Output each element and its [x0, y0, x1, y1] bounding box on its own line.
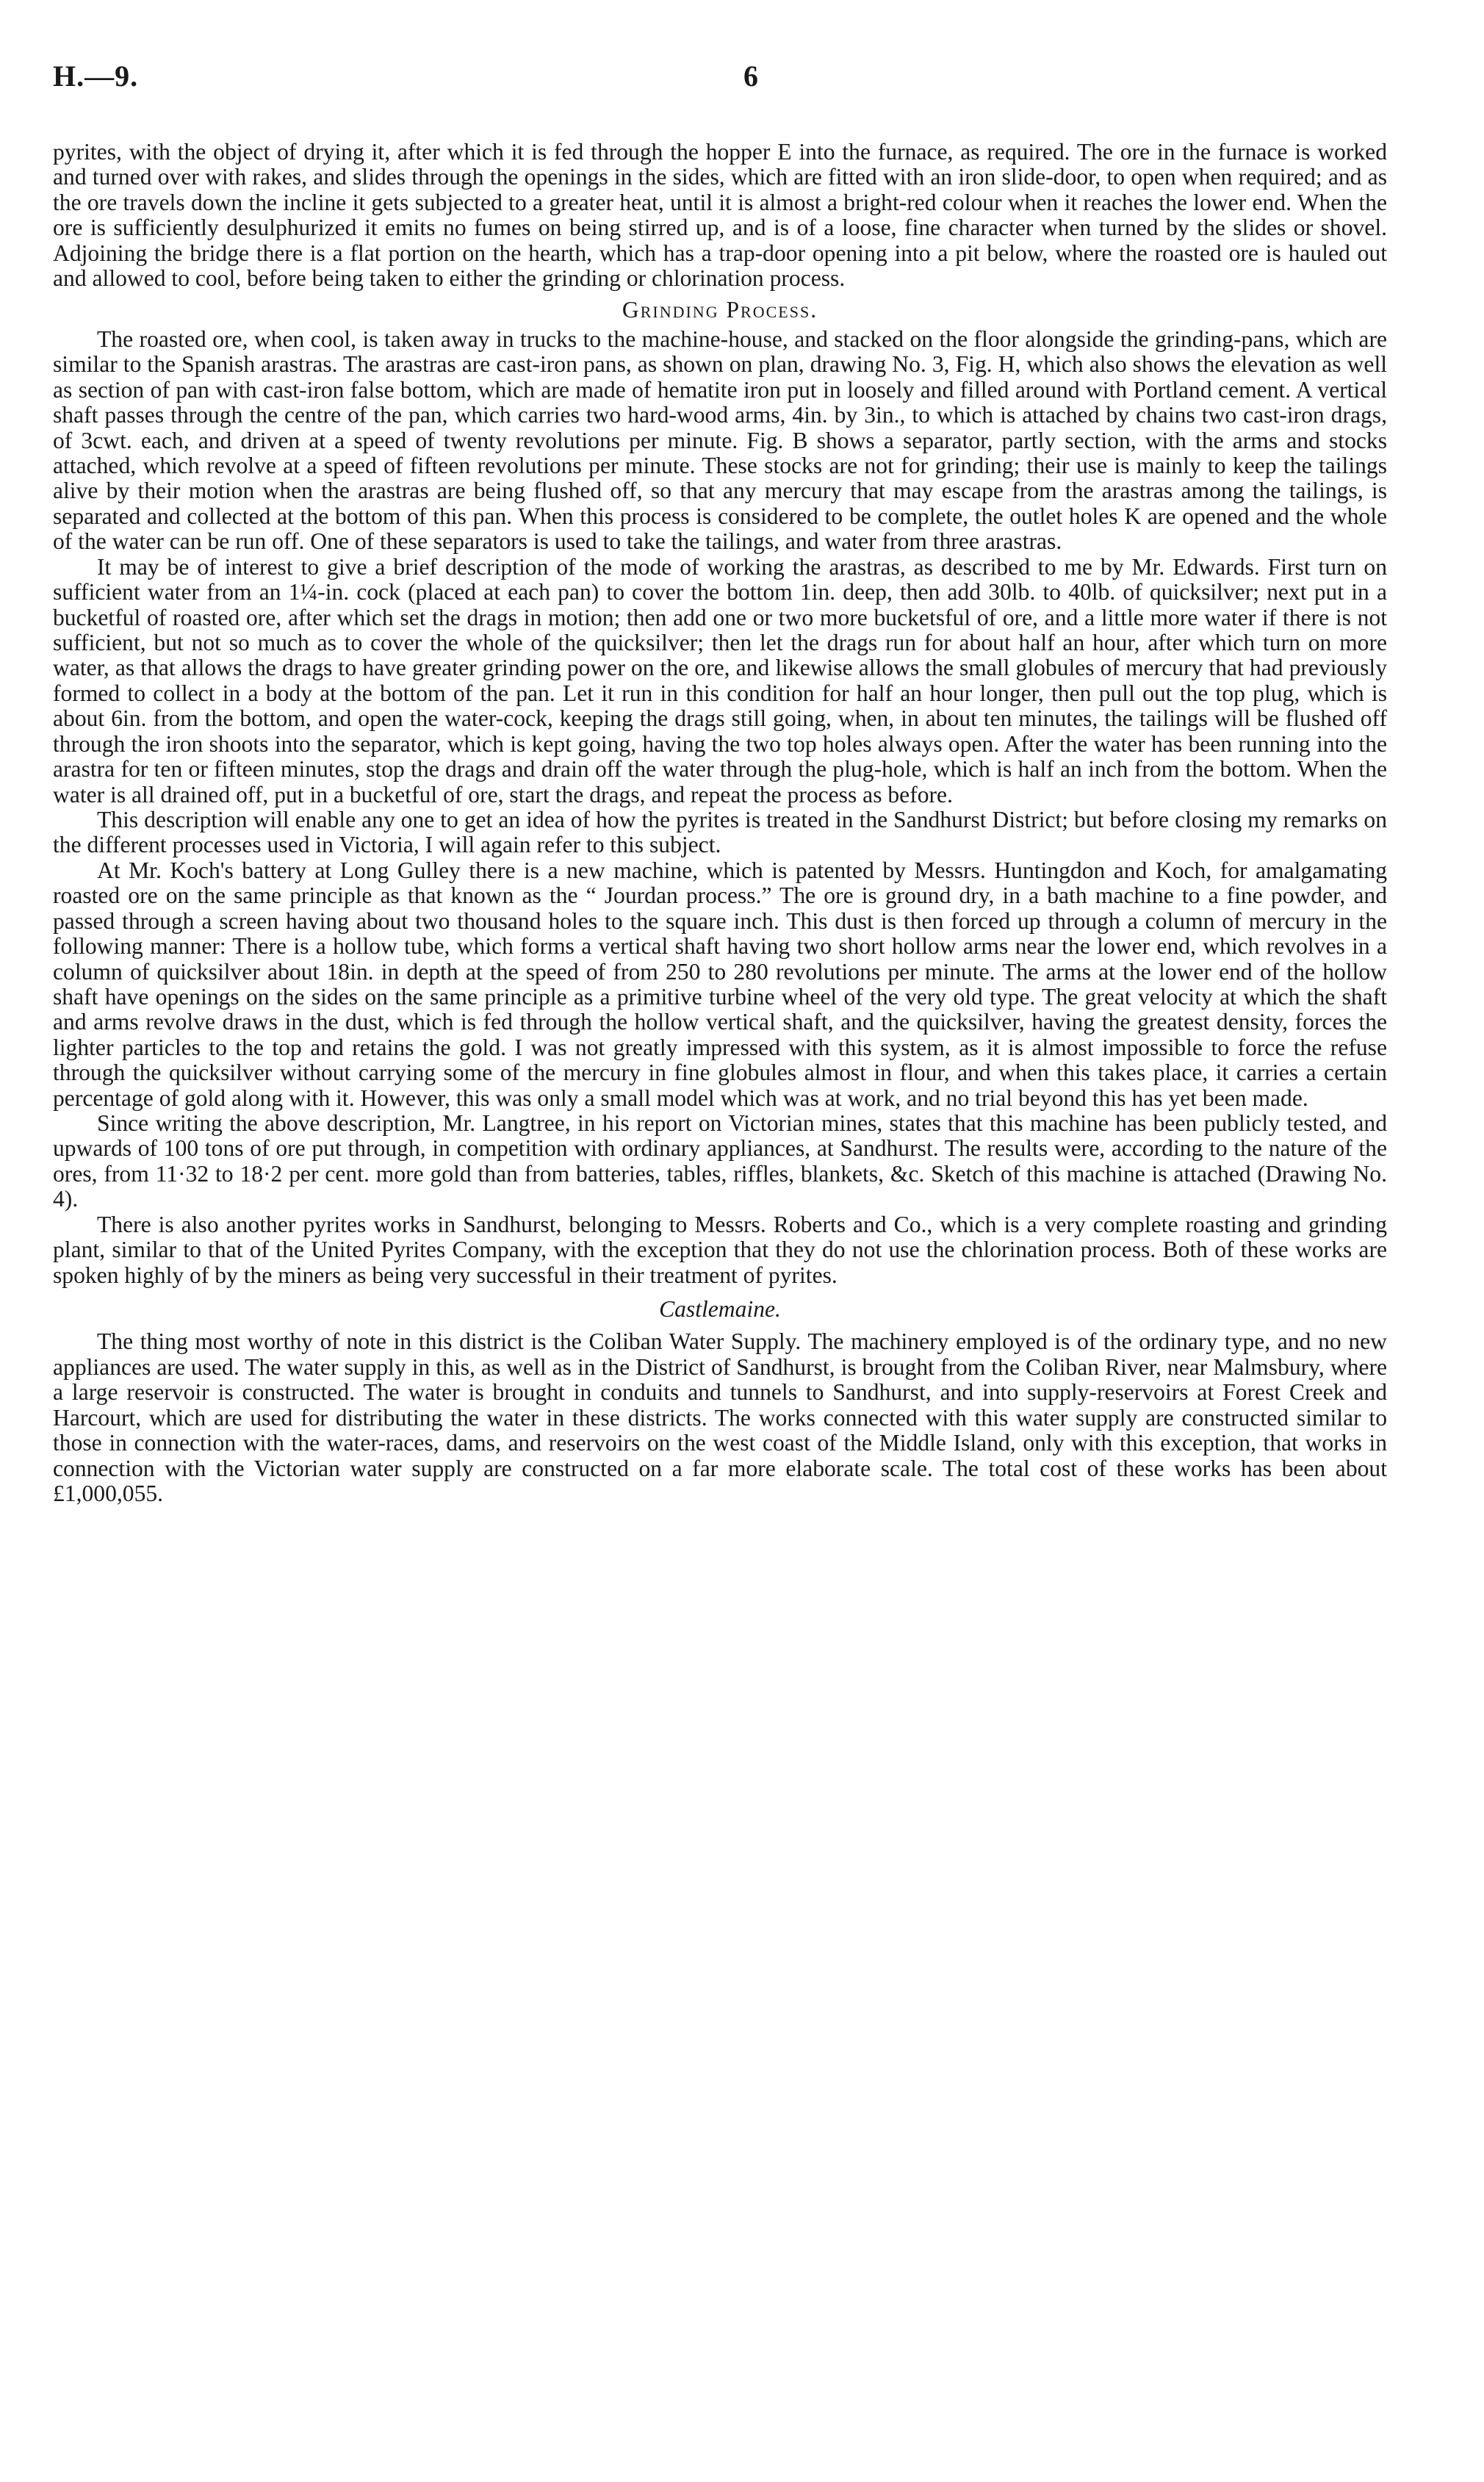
- paragraph-furnace: pyrites, with the object of drying it, after which it is fed through the hopper E into the furnace, as required. The ore in the furnace is worked and turned over with rakes, and slides through the openings in the sides, which are fitted with an iron slide-door, to open when required; and as the ore travels down the incline it gets subjected to a greater heat, until it is almost a bright-red colour when it reaches the lower end. When the ore is sufficiently desulphurized it emits no fumes on being stirred up, and is of a loose, fine character when turned by the slides or shovel. Adjoining the bridge there is a flat portion on the hearth, which has a trap-door opening into a pit below, where the roasted ore is hauled out and allowed to cool, before being taken to either the grinding or chlorination process.: [53, 139, 1387, 292]
- page-header: [53, 59, 1434, 103]
- paragraph-roasted-ore: The roasted ore, when cool, is taken away in trucks to the machine-house, and stacked on the floor alongside the grinding-pans, which are similar to the Spanish arastras. The arastras are cast-iron pans, as shown on plan, drawing No. 3, Fig. H, which also shows the elevation as well as section of pan with cast-iron false bottom, which are made of hematite iron put in loosely and filled around with Portland cement. A vertical shaft passes through the centre of the pan, which carries two hard-wood arms, 4in. by 3in., to which is attached by chains two cast-iron drags, of 3cwt. each, and driven at a speed of twenty revolutions per minute. Fig. B shows a separator, partly section, with the arms and stocks attached, which revolve at a speed of fifteen revolutions per minute. These stocks are not for grinding; their use is mainly to keep the tailings alive by their motion when the arastras are being flushed off, so that any mercury that may escape from the arastras among the tailings, is separated and collected at the bottom of this pan. When this process is considered to be complete, the outlet holes K are opened and the whole of the water can be run off. One of these separators is used to take the tailings, and water from three arastras.: [53, 325, 1387, 555]
- section-heading-grinding-process: Grinding Process.: [622, 296, 818, 323]
- page-number: 6: [743, 60, 758, 93]
- document-body: [53, 140, 1387, 1506]
- section-heading-castlemaine: Castlemaine.: [659, 1295, 781, 1322]
- paragraph-description-summary: This description will enable any one to get an idea of how the pyrites is treated in the Sandhurst District; but before closing my remarks on the different processes used in Victoria, I will again refer to this subject.: [53, 806, 1387, 858]
- document-reference: H.—9.: [53, 60, 139, 93]
- paragraph-koch-battery: At Mr. Koch's battery at Long Gulley there is a new machine, which is patented by Messrs. Huntingdon and Koch, for amalgamating roasted ore on the same principle as that known as the “ Jourdan process.” The ore is ground dry, in a bath machine to a fine powder, and passed through a screen having about two thousand holes to the square inch. This dust is then forced up through a column of mercury in the following manner: There is a hollow tube, which forms a vertical shaft having two short hollow arms near the lower end, which revolves in a column of quicksilver about 18in. in depth at the speed of from 250 to 280 revolutions per minute. The arms at the lower end of the hollow shaft have openings on the sides on the same principle as a primitive turbine wheel of the very old type. The great velocity at which the shaft and arms revolve draws in the dust, which is fed through the hollow vertical shaft, and the quicksilver, having the greatest density, forces the lighter particles to the top and retains the gold. I was not greatly impressed with this system, as it is almost impossible to force the refuse through the quicksilver without carrying some of the mercury in fine globules almost in flour, and when this takes place, it carries a certain percentage of gold along with it. However, this was only a small model which was at work, and no trial beyond this has yet been made.: [53, 857, 1387, 1111]
- paragraph-coliban-water-supply: The thing most worthy of note in this district is the Coliban Water Supply. The machinery employed is of the ordinary type, and no new appliances are used. The water supply in this, as well as in the District of Sandhurst, is brought from the Coliban River, near Malmsbury, where a large reservoir is constructed. The water is brought in conduits and tunnels to Sandhurst, and into supply-reservoirs at Forest Creek and Harcourt, which are used for distributing the water in these districts. The works connected with this water supply are constructed similar to those in connection with the water-races, dams, and reservoirs on the west coast of the Middle Island, only with this exception, that works in connection with the Victorian water supply are constructed on a far more elaborate scale. The total cost of these works has been about £1,000,055.: [53, 1328, 1387, 1506]
- paragraph-arastras-working: It may be of interest to give a brief description of the mode of working the arastras, as described to me by Mr. Edwards. First turn on sufficient water from an 1¼-in. cock (placed at each pan) to cover the bottom 1in. deep, then add 30lb. to 40lb. of quicksilver; next put in a bucketful of roasted ore, after which set the drags in motion; then add one or two more bucketsful of ore, and a little more water if there is not sufficient, but not so much as to cover the whole of the quicksilver; then let the drags run for about half an hour, after which turn on more water, as that allows the drags to have greater grinding power on the ore, and likewise allows the small globules of mercury that had previously formed to collect in a body at the bottom of the pan. Let it run in this condition for half an hour longer, then pull out the top plug, which is about 6in. from the bottom, and open the water-cock, keeping the drags still going, when, in about ten minutes, the tailings will be flushed off through the iron shoots into the separator, which is kept going, having the two top holes always open. After the water has been running into the arastra for ten or fifteen minutes, stop the drags and drain off the water through the plug-hole, which is half an inch from the bottom. When the water is all drained off, put in a bucketful of ore, start the drags, and repeat the process as before.: [53, 553, 1387, 807]
- paragraph-langtree-report: Since writing the above description, Mr. Langtree, in his report on Victorian mines, states that this machine has been publicly tested, and upwards of 100 tons of ore put through, in competition with ordinary appliances, at Sandhurst. The results were, according to the nature of the ores, from 11·32 to 18·2 per cent. more gold than from batteries, tables, riffles, blankets, &c. Sketch of this machine is attached (Drawing No. 4).: [53, 1110, 1387, 1212]
- paragraph-roberts-works: There is also another pyrites works in Sandhurst, belonging to Messrs. Roberts and Co., which is a very complete roasting and grinding plant, similar to that of the United Pyrites Company, with the exception that they do not use the chlorination process. Both of these works are spoken highly of by the miners as being very successful in their treatment of pyrites.: [53, 1211, 1387, 1288]
